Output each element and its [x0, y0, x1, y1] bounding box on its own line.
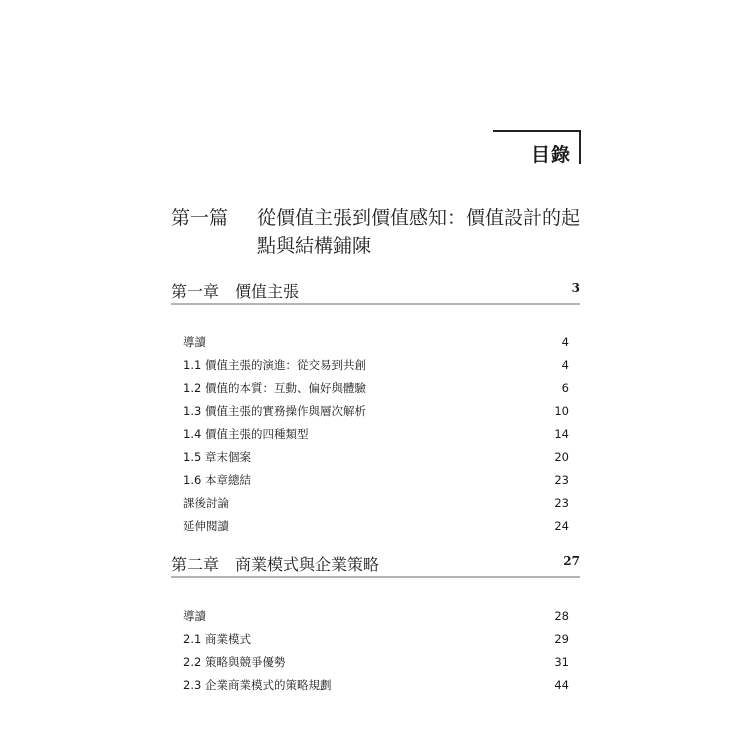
- toc-entry[interactable]: [183, 379, 569, 402]
- entry-page-number: 20: [554, 450, 569, 464]
- entry-page-number: 23: [554, 496, 569, 510]
- chapter-page-number: 27: [563, 554, 580, 568]
- chapter-page-number: 3: [571, 281, 580, 295]
- entry-title: 課後討論: [183, 496, 229, 510]
- part-title: 從價值主張到價值感知：價值設計的起點與結構鋪陳: [257, 207, 581, 257]
- entry-title: 導讀: [183, 609, 206, 623]
- entry-page-number: 24: [554, 519, 569, 533]
- entry-title: 2.3 企業商業模式的策略規劃: [183, 678, 332, 692]
- part-label: 第一篇: [171, 207, 229, 229]
- entry-page-number: 6: [561, 381, 569, 395]
- entry-title: 1.2 價值的本質：互動、偏好與體驗: [183, 381, 366, 395]
- toc-entry[interactable]: [183, 356, 569, 379]
- entry-title: 延伸閱讀: [183, 519, 229, 533]
- toc-title: 目錄: [530, 144, 571, 166]
- toc-header-frame: [493, 130, 581, 164]
- entry-title: 1.1 價值主張的演進：從交易到共創: [183, 358, 366, 372]
- chapter-entries-list: [183, 607, 569, 699]
- toc-entry[interactable]: [183, 402, 569, 425]
- toc-entry[interactable]: [183, 607, 569, 630]
- entry-page-number: 4: [561, 358, 569, 372]
- chapter-title: 價值主張: [235, 282, 300, 301]
- chapter-heading[interactable]: [171, 552, 580, 578]
- entry-page-number: 29: [554, 632, 569, 646]
- entry-page-number: 28: [554, 609, 569, 623]
- toc-entry[interactable]: [183, 630, 569, 653]
- entry-title: 1.3 價值主張的實務操作與層次解析: [183, 404, 366, 418]
- chapter-entries-list: [183, 333, 569, 540]
- entry-page-number: 4: [561, 335, 569, 349]
- entry-title: 1.5 章末個案: [183, 450, 251, 464]
- entry-page-number: 31: [554, 655, 569, 669]
- entry-page-number: 14: [554, 427, 569, 441]
- chapter-heading[interactable]: [171, 279, 580, 305]
- chapter-label: 第一章: [171, 282, 220, 301]
- toc-entry[interactable]: [183, 471, 569, 494]
- toc-entry[interactable]: [183, 333, 569, 356]
- toc-entry[interactable]: [183, 448, 569, 471]
- entry-title: 1.4 價值主張的四種類型: [183, 427, 309, 441]
- chapter-title: 商業模式與企業策略: [235, 555, 380, 574]
- entry-title: 1.6 本章總結: [183, 473, 251, 487]
- entry-title: 導讀: [183, 335, 206, 349]
- toc-entry[interactable]: [183, 425, 569, 448]
- chapter-label: 第二章: [171, 555, 220, 574]
- entry-title: 2.1 商業模式: [183, 632, 251, 646]
- toc-entry[interactable]: [183, 676, 569, 699]
- entry-page-number: 23: [554, 473, 569, 487]
- toc-entry[interactable]: [183, 517, 569, 540]
- entry-title: 2.2 策略與競爭優勢: [183, 655, 286, 669]
- entry-page-number: 10: [554, 404, 569, 418]
- entry-page-number: 44: [554, 678, 569, 692]
- toc-entry[interactable]: [183, 494, 569, 517]
- toc-entry[interactable]: [183, 653, 569, 676]
